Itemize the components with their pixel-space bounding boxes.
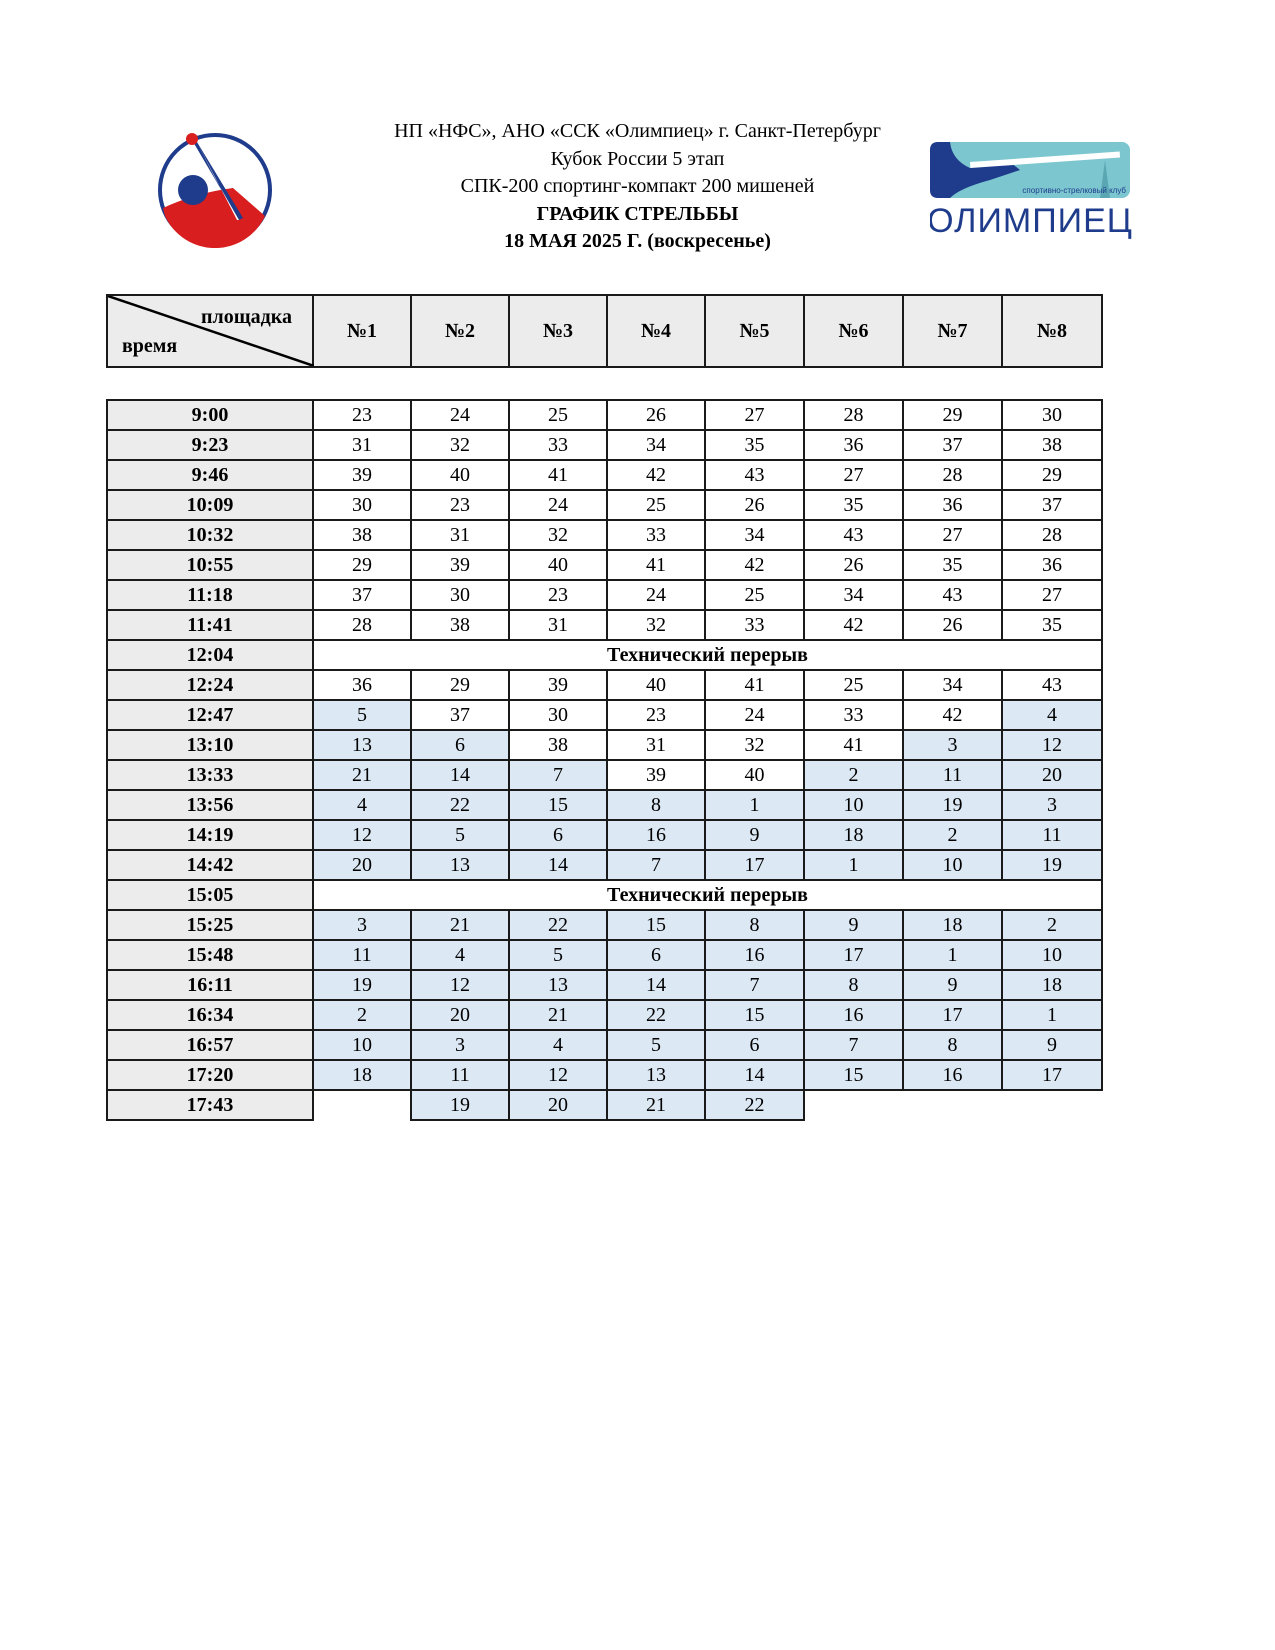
squad-cell: 30 — [411, 580, 509, 610]
squad-cell: 4 — [411, 940, 509, 970]
squad-cell: 34 — [607, 430, 705, 460]
squad-cell: 32 — [607, 610, 705, 640]
squad-cell: 24 — [607, 580, 705, 610]
squad-cell: 10 — [1002, 940, 1102, 970]
squad-cell: 14 — [411, 760, 509, 790]
squad-cell: 2 — [804, 760, 903, 790]
squad-cell: 2 — [1002, 910, 1102, 940]
squad-cell: 39 — [313, 460, 411, 490]
organizer-line: НП «НФС», АНО «ССК «Олимпиец» г. Санкт-Петербург — [394, 120, 881, 142]
squad-cell: 22 — [411, 790, 509, 820]
table-row — [107, 700, 1102, 730]
squad-cell: 26 — [607, 400, 705, 430]
squad-cell: 39 — [411, 550, 509, 580]
time-cell: 15:05 — [107, 880, 313, 910]
squad-cell: 38 — [1002, 430, 1102, 460]
squad-cell: 12 — [313, 820, 411, 850]
squad-cell: 40 — [607, 670, 705, 700]
table-row — [107, 910, 1102, 940]
squad-cell: 20 — [313, 850, 411, 880]
squad-cell: 41 — [804, 730, 903, 760]
squad-cell: 9 — [1002, 1030, 1102, 1060]
squad-cell: 3 — [411, 1030, 509, 1060]
squad-cell: 34 — [804, 580, 903, 610]
empty-cell — [903, 1090, 1002, 1120]
table-row — [107, 1090, 1102, 1120]
squad-cell: 30 — [509, 700, 607, 730]
squad-cell: 35 — [804, 490, 903, 520]
squad-cell: 18 — [1002, 970, 1102, 1000]
squad-cell: 43 — [705, 460, 804, 490]
squad-cell: 11 — [903, 760, 1002, 790]
squad-cell: 6 — [607, 940, 705, 970]
column-header: №1 — [313, 295, 411, 367]
table-row — [107, 430, 1102, 460]
squad-cell: 4 — [1002, 700, 1102, 730]
squad-cell: 36 — [1002, 550, 1102, 580]
squad-cell: 22 — [705, 1090, 804, 1120]
squad-cell: 17 — [705, 850, 804, 880]
squad-cell: 22 — [607, 1000, 705, 1030]
empty-cell — [804, 1090, 903, 1120]
squad-cell: 28 — [313, 610, 411, 640]
squad-cell: 33 — [509, 430, 607, 460]
time-cell: 13:33 — [107, 760, 313, 790]
squad-cell: 9 — [705, 820, 804, 850]
squad-cell: 18 — [313, 1060, 411, 1090]
table-row — [107, 820, 1102, 850]
break-row — [107, 640, 1102, 670]
squad-cell: 15 — [804, 1060, 903, 1090]
squad-cell: 41 — [705, 670, 804, 700]
squad-cell: 38 — [509, 730, 607, 760]
squad-cell: 35 — [705, 430, 804, 460]
squad-cell: 39 — [607, 760, 705, 790]
squad-cell: 2 — [903, 820, 1002, 850]
squad-cell: 9 — [804, 910, 903, 940]
squad-cell: 24 — [509, 490, 607, 520]
column-header: №4 — [607, 295, 705, 367]
corner-header — [107, 295, 313, 367]
squad-cell: 5 — [607, 1030, 705, 1060]
time-cell: 16:11 — [107, 970, 313, 1000]
time-cell: 17:43 — [107, 1090, 313, 1120]
document-title: ГРАФИК СТРЕЛЬБЫ — [536, 202, 739, 225]
squad-cell: 23 — [411, 490, 509, 520]
squad-cell: 19 — [1002, 850, 1102, 880]
break-row — [107, 880, 1102, 910]
discipline-line: СПК-200 спортинг-компакт 200 мишеней — [460, 175, 815, 197]
squad-cell: 17 — [804, 940, 903, 970]
squad-cell: 33 — [607, 520, 705, 550]
table-row — [107, 970, 1102, 1000]
squad-cell: 10 — [804, 790, 903, 820]
squad-cell: 42 — [903, 700, 1002, 730]
squad-cell: 8 — [804, 970, 903, 1000]
squad-cell: 15 — [705, 1000, 804, 1030]
squad-cell: 20 — [411, 1000, 509, 1030]
olimpiets-logo-icon — [930, 140, 1145, 240]
table-row — [107, 850, 1102, 880]
table-row — [107, 520, 1102, 550]
time-cell: 13:10 — [107, 730, 313, 760]
squad-cell: 29 — [411, 670, 509, 700]
time-cell: 11:18 — [107, 580, 313, 610]
time-cell: 9:46 — [107, 460, 313, 490]
squad-cell: 2 — [313, 1000, 411, 1030]
olimpiets-caption: спортивно-стрелковый клуб — [1022, 186, 1126, 195]
time-cell: 10:32 — [107, 520, 313, 550]
squad-cell: 14 — [607, 970, 705, 1000]
squad-cell: 32 — [411, 430, 509, 460]
squad-cell: 15 — [607, 910, 705, 940]
empty-cell — [313, 1090, 411, 1120]
squad-cell: 16 — [804, 1000, 903, 1030]
squad-cell: 18 — [804, 820, 903, 850]
squad-cell: 41 — [607, 550, 705, 580]
squad-cell: 27 — [1002, 580, 1102, 610]
technical-break-label: Технический перерыв — [313, 640, 1102, 670]
squad-cell: 35 — [1002, 610, 1102, 640]
time-cell: 16:34 — [107, 1000, 313, 1030]
schedule-header-table — [106, 294, 1103, 368]
squad-cell: 30 — [1002, 400, 1102, 430]
table-row — [107, 790, 1102, 820]
squad-cell: 43 — [804, 520, 903, 550]
table-row — [107, 940, 1102, 970]
squad-cell: 5 — [313, 700, 411, 730]
squad-cell: 14 — [509, 850, 607, 880]
squad-cell: 42 — [705, 550, 804, 580]
squad-cell: 23 — [607, 700, 705, 730]
time-axis-label: время — [122, 335, 178, 357]
squad-cell: 43 — [903, 580, 1002, 610]
table-row — [107, 730, 1102, 760]
squad-cell: 37 — [903, 430, 1002, 460]
squad-cell: 7 — [804, 1030, 903, 1060]
squad-cell: 7 — [607, 850, 705, 880]
competition-line: Кубок России 5 этап — [550, 147, 725, 170]
time-cell: 13:56 — [107, 790, 313, 820]
table-row — [107, 550, 1102, 580]
squad-cell: 22 — [509, 910, 607, 940]
column-header: №7 — [903, 295, 1002, 367]
squad-cell: 25 — [607, 490, 705, 520]
squad-cell: 31 — [607, 730, 705, 760]
squad-cell: 40 — [705, 760, 804, 790]
squad-cell: 20 — [1002, 760, 1102, 790]
time-cell: 10:55 — [107, 550, 313, 580]
squad-cell: 3 — [313, 910, 411, 940]
squad-cell: 7 — [705, 970, 804, 1000]
squad-cell: 5 — [509, 940, 607, 970]
squad-cell: 19 — [313, 970, 411, 1000]
table-row — [107, 1000, 1102, 1030]
squad-cell: 20 — [509, 1090, 607, 1120]
squad-cell: 33 — [705, 610, 804, 640]
squad-cell: 8 — [705, 910, 804, 940]
squad-cell: 18 — [903, 910, 1002, 940]
squad-cell: 38 — [411, 610, 509, 640]
squad-cell: 32 — [509, 520, 607, 550]
squad-cell: 37 — [411, 700, 509, 730]
squad-cell: 26 — [804, 550, 903, 580]
squad-cell: 8 — [607, 790, 705, 820]
column-header: №3 — [509, 295, 607, 367]
time-cell: 15:48 — [107, 940, 313, 970]
squad-cell: 37 — [1002, 490, 1102, 520]
squad-cell: 25 — [509, 400, 607, 430]
table-row — [107, 580, 1102, 610]
squad-cell: 33 — [804, 700, 903, 730]
squad-cell: 8 — [903, 1030, 1002, 1060]
olimpiets-name: ОЛИМПИЕЦ — [930, 202, 1133, 240]
squad-cell: 27 — [804, 460, 903, 490]
column-header: №2 — [411, 295, 509, 367]
time-cell: 15:25 — [107, 910, 313, 940]
squad-cell: 30 — [313, 490, 411, 520]
squad-cell: 25 — [804, 670, 903, 700]
squad-cell: 43 — [1002, 670, 1102, 700]
document-date: 18 МАЯ 2025 Г. (воскресенье) — [504, 230, 771, 252]
squad-cell: 16 — [705, 940, 804, 970]
squad-cell: 1 — [1002, 1000, 1102, 1030]
squad-cell: 19 — [411, 1090, 509, 1120]
squad-cell: 31 — [509, 610, 607, 640]
squad-cell: 29 — [313, 550, 411, 580]
time-cell: 9:00 — [107, 400, 313, 430]
squad-cell: 13 — [313, 730, 411, 760]
squad-cell: 6 — [411, 730, 509, 760]
squad-cell: 14 — [705, 1060, 804, 1090]
squad-cell: 16 — [903, 1060, 1002, 1090]
squad-cell: 4 — [313, 790, 411, 820]
squad-cell: 1 — [903, 940, 1002, 970]
squad-cell: 34 — [705, 520, 804, 550]
squad-cell: 17 — [1002, 1060, 1102, 1090]
squad-cell: 1 — [705, 790, 804, 820]
nfs-logo-icon — [155, 128, 275, 248]
squad-cell: 6 — [509, 820, 607, 850]
squad-cell: 27 — [705, 400, 804, 430]
squad-cell: 1 — [804, 850, 903, 880]
squad-cell: 13 — [411, 850, 509, 880]
table-row — [107, 670, 1102, 700]
squad-cell: 17 — [903, 1000, 1002, 1030]
squad-cell: 34 — [903, 670, 1002, 700]
time-cell: 12:47 — [107, 700, 313, 730]
table-row — [107, 490, 1102, 520]
squad-cell: 40 — [509, 550, 607, 580]
time-cell: 16:57 — [107, 1030, 313, 1060]
site-axis-label: площадка — [201, 306, 292, 328]
squad-cell: 21 — [313, 760, 411, 790]
column-header: №6 — [804, 295, 903, 367]
squad-cell: 28 — [903, 460, 1002, 490]
squad-cell: 36 — [313, 670, 411, 700]
squad-cell: 11 — [313, 940, 411, 970]
time-cell: 17:20 — [107, 1060, 313, 1090]
squad-cell: 42 — [804, 610, 903, 640]
time-cell: 10:09 — [107, 490, 313, 520]
time-cell: 14:42 — [107, 850, 313, 880]
squad-cell: 24 — [411, 400, 509, 430]
squad-cell: 15 — [509, 790, 607, 820]
time-cell: 14:19 — [107, 820, 313, 850]
column-header: №8 — [1002, 295, 1102, 367]
squad-cell: 23 — [313, 400, 411, 430]
squad-cell: 26 — [903, 610, 1002, 640]
squad-cell: 3 — [903, 730, 1002, 760]
technical-break-label: Технический перерыв — [313, 880, 1102, 910]
squad-cell: 36 — [804, 430, 903, 460]
empty-cell — [1002, 1090, 1102, 1120]
squad-cell: 12 — [411, 970, 509, 1000]
table-row — [107, 460, 1102, 490]
squad-cell: 12 — [1002, 730, 1102, 760]
squad-cell: 24 — [705, 700, 804, 730]
squad-cell: 16 — [607, 820, 705, 850]
squad-cell: 23 — [509, 580, 607, 610]
time-cell: 12:24 — [107, 670, 313, 700]
squad-cell: 13 — [607, 1060, 705, 1090]
squad-cell: 31 — [313, 430, 411, 460]
squad-cell: 42 — [607, 460, 705, 490]
squad-cell: 28 — [804, 400, 903, 430]
squad-cell: 12 — [509, 1060, 607, 1090]
squad-cell: 29 — [903, 400, 1002, 430]
squad-cell: 3 — [1002, 790, 1102, 820]
table-row — [107, 760, 1102, 790]
squad-cell: 26 — [705, 490, 804, 520]
table-row — [107, 1030, 1102, 1060]
squad-cell: 19 — [903, 790, 1002, 820]
squad-cell: 29 — [1002, 460, 1102, 490]
squad-cell: 31 — [411, 520, 509, 550]
time-cell: 12:04 — [107, 640, 313, 670]
squad-cell: 36 — [903, 490, 1002, 520]
schedule-table — [106, 399, 1103, 1121]
table-row — [107, 610, 1102, 640]
squad-cell: 21 — [607, 1090, 705, 1120]
squad-cell: 6 — [705, 1030, 804, 1060]
squad-cell: 41 — [509, 460, 607, 490]
squad-cell: 28 — [1002, 520, 1102, 550]
squad-cell: 9 — [903, 970, 1002, 1000]
squad-cell: 10 — [903, 850, 1002, 880]
squad-cell: 37 — [313, 580, 411, 610]
squad-cell: 11 — [411, 1060, 509, 1090]
squad-cell: 10 — [313, 1030, 411, 1060]
squad-cell: 25 — [705, 580, 804, 610]
squad-cell: 39 — [509, 670, 607, 700]
squad-cell: 40 — [411, 460, 509, 490]
table-row — [107, 1060, 1102, 1090]
time-cell: 9:23 — [107, 430, 313, 460]
squad-cell: 35 — [903, 550, 1002, 580]
squad-cell: 5 — [411, 820, 509, 850]
squad-cell: 21 — [509, 1000, 607, 1030]
squad-cell: 11 — [1002, 820, 1102, 850]
time-cell: 11:41 — [107, 610, 313, 640]
squad-cell: 32 — [705, 730, 804, 760]
squad-cell: 4 — [509, 1030, 607, 1060]
squad-cell: 21 — [411, 910, 509, 940]
column-header: №5 — [705, 295, 804, 367]
table-row — [107, 400, 1102, 430]
squad-cell: 27 — [903, 520, 1002, 550]
squad-cell: 13 — [509, 970, 607, 1000]
squad-cell: 7 — [509, 760, 607, 790]
squad-cell: 38 — [313, 520, 411, 550]
